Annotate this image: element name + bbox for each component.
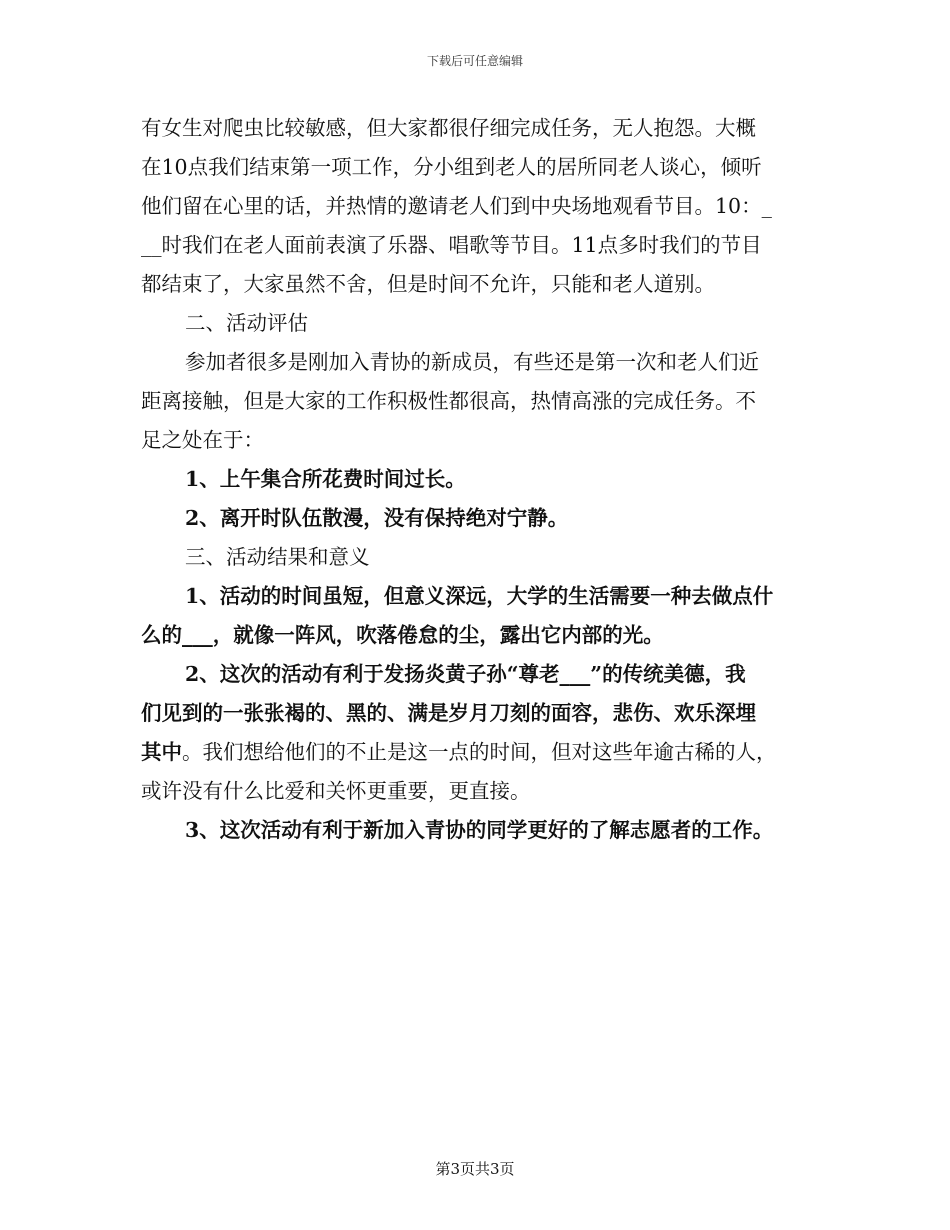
paragraph-line: 1、活动的时间虽短，但意义深远，大学的生活需要一种去做点什 [185, 584, 774, 608]
paragraph-line [141, 739, 777, 765]
paragraph-line: 参加者很多是刚加入青协的新成员，有些还是第一次和老人们近 [185, 350, 759, 374]
paragraph-line: __时我们在老人面前表演了乐器、唱歌等节目。11点多时我们的节目 [141, 233, 762, 257]
paragraph-line: 在10点我们结束第一项工作，分小组到老人的居所同老人谈心，倾听 [141, 155, 762, 179]
section-heading: 三、活动结果和意义 [185, 545, 370, 569]
paragraph-line: 都结束了，大家虽然不舍，但是时间不允许，只能和老人道别。 [141, 272, 715, 296]
paragraph-line: 距离接触，但是大家的工作积极性都很高，热情高涨的完成任务。不 [141, 389, 756, 413]
paragraph-line: 或许没有什么比爱和关怀更重要，更直接。 [141, 779, 531, 803]
paragraph-line: 2、这次的活动有利于发扬炎黄子孙“尊老___”的传统美德，我 [185, 662, 746, 686]
page-footer: 第3页共3页 [435, 1160, 515, 1178]
paragraph-line: 他们留在心里的话，并热情的邀请老人们到中央场地观看节目。10：_ [141, 194, 772, 218]
section-heading: 二、活动评估 [185, 311, 308, 335]
paragraph-line: 足之处在于： [141, 428, 264, 452]
list-item: 1、上午集合所花费时间过长。 [185, 467, 466, 491]
bold-text: 其中 [141, 740, 182, 764]
paragraph-line: 们见到的一张张褐的、黑的、满是岁月刀刻的面容，悲伤、欢乐深埋 [141, 701, 756, 725]
paragraph-line: 么的___，就像一阵风，吹落倦怠的尘，露出它内部的光。 [141, 623, 664, 647]
regular-text: 。我们想给他们的不止是这一点的时间，但对这些年逾古稀的人， [182, 740, 777, 764]
list-item: 2、离开时队伍散漫，没有保持绝对宁静。 [185, 506, 569, 530]
paragraph-line: 3、这次活动有利于新加入青协的同学更好的了解志愿者的工作。 [185, 818, 774, 842]
paragraph-line: 有女生对爬虫比较敏感，但大家都很仔细完成任务，无人抱怨。大概 [141, 116, 756, 140]
page-header: 下载后可任意编辑 [426, 54, 523, 68]
